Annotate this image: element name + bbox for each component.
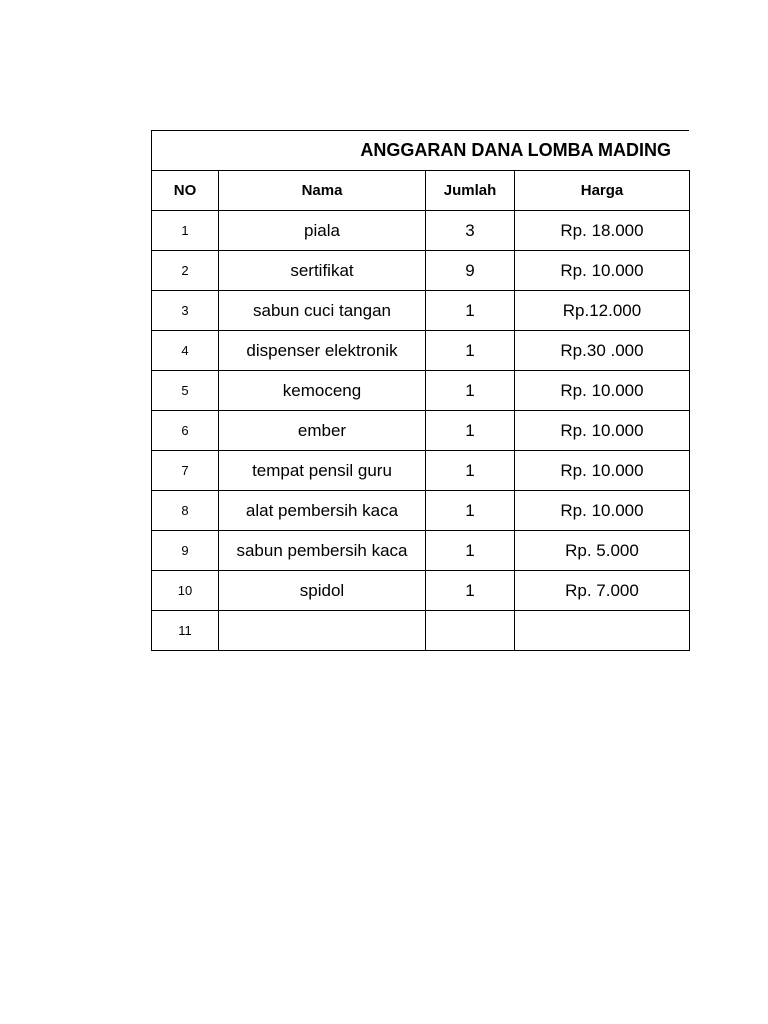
cell-nama: spidol bbox=[219, 571, 426, 611]
table-row bbox=[152, 491, 690, 531]
cell-jumlah: 1 bbox=[426, 291, 515, 331]
table-row bbox=[152, 331, 690, 371]
cell-nama: ember bbox=[219, 411, 426, 451]
cell-harga: Rp.30 .000 bbox=[515, 331, 690, 371]
cell-no: 1 bbox=[152, 211, 219, 251]
cell-jumlah: 1 bbox=[426, 411, 515, 451]
cell-no: 6 bbox=[152, 411, 219, 451]
cell-jumlah: 1 bbox=[426, 491, 515, 531]
header-row bbox=[152, 171, 690, 211]
table-row bbox=[152, 411, 690, 451]
table-row bbox=[152, 531, 690, 571]
cell-no: 2 bbox=[152, 251, 219, 291]
cell-harga: Rp. 10.000 bbox=[515, 411, 690, 451]
budget-sheet bbox=[151, 130, 689, 651]
table-row bbox=[152, 371, 690, 411]
cell-no: 11 bbox=[152, 611, 219, 651]
header-harga: Harga bbox=[515, 171, 690, 211]
table-row bbox=[152, 211, 690, 251]
title-row bbox=[151, 130, 689, 170]
cell-nama: kemoceng bbox=[219, 371, 426, 411]
cell-jumlah: 9 bbox=[426, 251, 515, 291]
cell-no: 9 bbox=[152, 531, 219, 571]
cell-jumlah bbox=[426, 611, 515, 651]
table-row bbox=[152, 451, 690, 491]
table-row bbox=[152, 251, 690, 291]
cell-harga: Rp. 5.000 bbox=[515, 531, 690, 571]
table-row bbox=[152, 291, 690, 331]
header-no: NO bbox=[152, 171, 219, 211]
cell-harga: Rp. 10.000 bbox=[515, 251, 690, 291]
budget-table bbox=[151, 170, 690, 651]
header-jumlah: Jumlah bbox=[426, 171, 515, 211]
cell-jumlah: 1 bbox=[426, 531, 515, 571]
table-row bbox=[152, 571, 690, 611]
cell-harga: Rp. 7.000 bbox=[515, 571, 690, 611]
cell-jumlah: 1 bbox=[426, 331, 515, 371]
cell-nama: sabun cuci tangan bbox=[219, 291, 426, 331]
header-nama: Nama bbox=[219, 171, 426, 211]
cell-nama: tempat pensil guru bbox=[219, 451, 426, 491]
cell-harga: Rp. 18.000 bbox=[515, 211, 690, 251]
cell-nama bbox=[219, 611, 426, 651]
cell-jumlah: 1 bbox=[426, 371, 515, 411]
cell-harga: Rp. 10.000 bbox=[515, 491, 690, 531]
cell-jumlah: 1 bbox=[426, 451, 515, 491]
cell-nama: sertifikat bbox=[219, 251, 426, 291]
sheet-title: ANGGARAN DANA LOMBA MADING bbox=[360, 140, 671, 160]
cell-nama: alat pembersih kaca bbox=[219, 491, 426, 531]
cell-harga: Rp.12.000 bbox=[515, 291, 690, 331]
table-row bbox=[152, 611, 690, 651]
cell-jumlah: 3 bbox=[426, 211, 515, 251]
cell-nama: dispenser elektronik bbox=[219, 331, 426, 371]
cell-nama: piala bbox=[219, 211, 426, 251]
cell-nama: sabun pembersih kaca bbox=[219, 531, 426, 571]
cell-no: 5 bbox=[152, 371, 219, 411]
cell-harga bbox=[515, 611, 690, 651]
cell-harga: Rp. 10.000 bbox=[515, 371, 690, 411]
cell-no: 7 bbox=[152, 451, 219, 491]
cell-harga: Rp. 10.000 bbox=[515, 451, 690, 491]
cell-no: 4 bbox=[152, 331, 219, 371]
cell-no: 3 bbox=[152, 291, 219, 331]
cell-no: 8 bbox=[152, 491, 219, 531]
cell-no: 10 bbox=[152, 571, 219, 611]
cell-jumlah: 1 bbox=[426, 571, 515, 611]
